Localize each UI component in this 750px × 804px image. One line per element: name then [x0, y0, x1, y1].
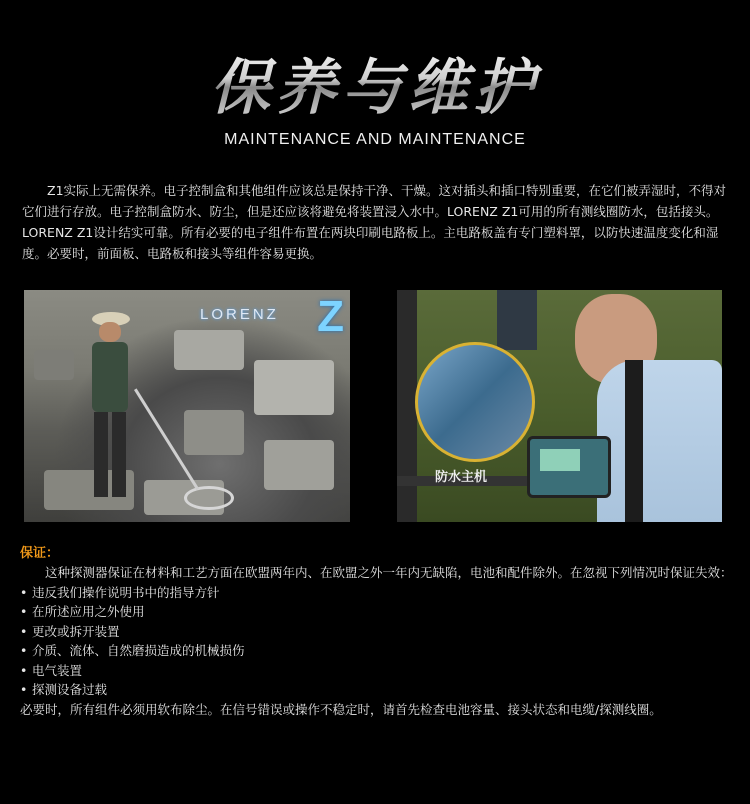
list-item: • 介质、流体、自然磨损造成的机械损伤	[20, 641, 736, 661]
list-item: • 违反我们操作说明书中的指导方针	[20, 583, 736, 603]
warranty-section	[20, 563, 736, 719]
warranty-paragraph: 这种探测器保证在材料和工艺方面在欧盟两年内、在欧盟之外一年内无缺陷，电池和配件除外。在忽视下列情况时保证失效：	[45, 565, 733, 580]
list-item: • 探测设备过载	[20, 680, 736, 700]
waterproof-closeup-inset	[415, 342, 535, 462]
list-item: • 更改或拆开装置	[20, 622, 736, 642]
waterproof-caption: 防水主机	[435, 470, 488, 485]
logo-z: Z	[317, 292, 344, 341]
page-title: 保养与维护	[0, 40, 750, 126]
rocky-terrain-photo	[24, 290, 350, 522]
warranty-title: 保证：	[20, 546, 60, 561]
closing-paragraph: 必要时，所有组件必须用软布除尘。在信号错误或操作不稳定时，请首先检查电池容量、接头状态和电缆/探测线圈。	[20, 701, 662, 717]
intro-paragraph: Z1实际上无需保养。电子控制盒和其他组件应该总是保持干净、干燥。这对插头和插口特别重要，在它们被弄湿时，不得对它们进行存放。电子控制盒防水、防尘，但是还应该将避免将装置浸入水中。LORENZ Z1可用的所有测线圈防水，包括接头。LORENZ Z1设计结实可靠。所有必要的电子组件布置在两块印刷电路板上。主电路板盖有专门塑料罩，以防快速温度变化和湿度。必要时，前面板、电路板和接头等组件容易更换。	[22, 183, 727, 261]
detector-coil	[184, 486, 234, 510]
list-item: • 电气装置	[20, 661, 736, 681]
lorenz-z-logo	[196, 292, 346, 341]
logo-text: LORENZ	[200, 306, 279, 323]
person-figure	[82, 312, 134, 502]
control-box-device	[527, 436, 611, 498]
control-box-photo	[397, 290, 722, 522]
warranty-exclusion-list	[20, 583, 736, 700]
list-item: • 在所述应用之外使用	[20, 602, 736, 622]
person-shirt	[597, 360, 722, 522]
page-subtitle: MAINTENANCE AND MAINTENANCE	[224, 131, 526, 148]
